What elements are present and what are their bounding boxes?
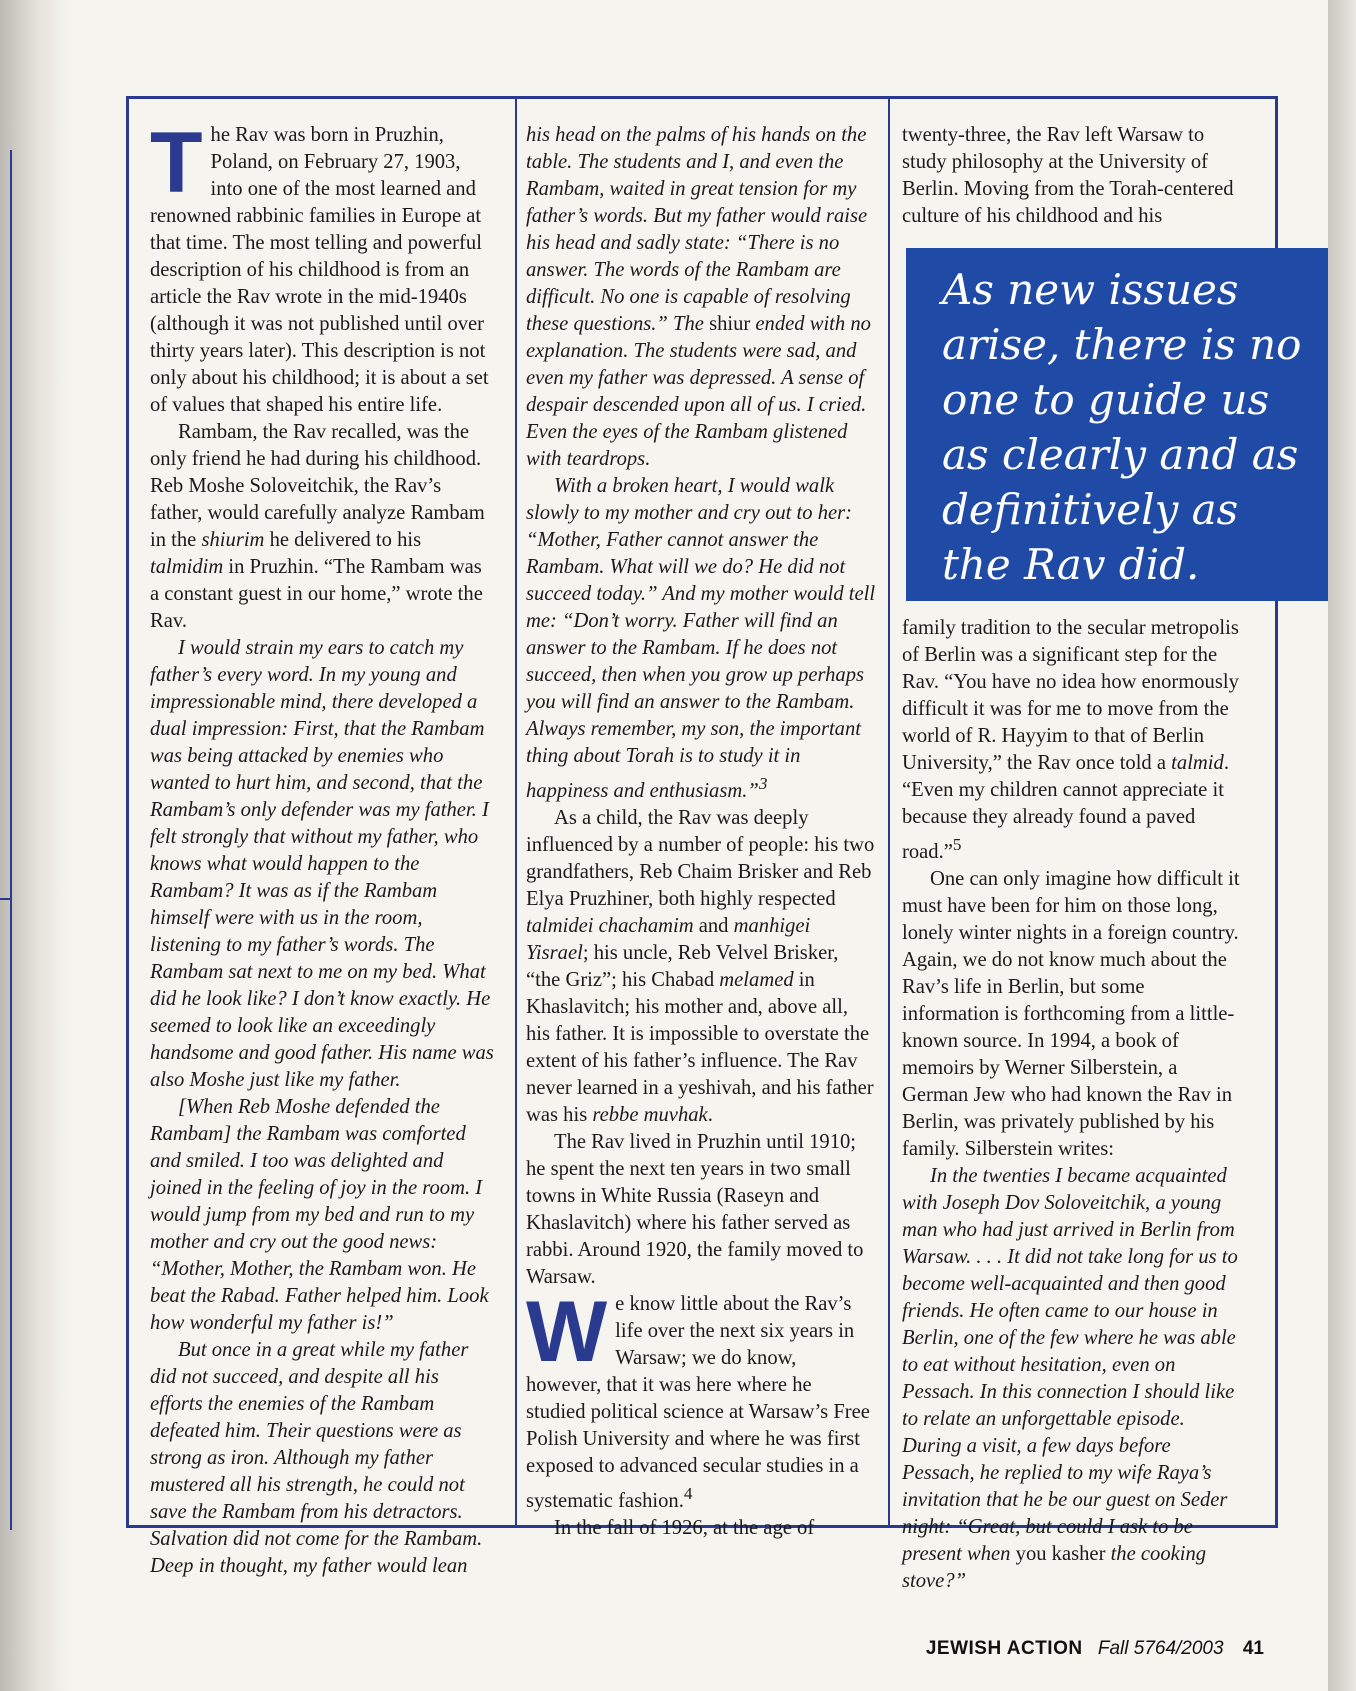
body-paragraph: twenty-three, the Rav left Warsaw to study philosophy at the University of Berlin. Moving from the Torah-centered culture of his childhood and his: [902, 124, 1234, 227]
previous-page-frame: [0, 150, 12, 1530]
drop-cap: T: [150, 115, 203, 211]
magazine-name: JEWISH ACTION: [925, 1638, 1083, 1659]
page-edge: [1328, 0, 1356, 1691]
body-paragraph: In the fall of 1926, at the age of: [554, 1516, 815, 1539]
column-right-top: [902, 122, 1242, 230]
footnote-ref: 3: [758, 774, 768, 793]
column-left: [150, 115, 496, 1580]
body-paragraph: One can only imagine how difficult it must have been for him on those long, lonely winter nights in a foreign country. Again, we do not know much about the Rav’s life in Berlin, but some information is forthcoming from a little-known source. In 1994, a book of memoirs by Werner Silberstein, a German Jew who had known the Rav in Berlin, was privately published by his family. Silberstein writes:: [902, 867, 1240, 1160]
quote-paragraph: his head on the palms of his hands on the table. The students and I, and even the Rambam, waited in great tension for my father’s words. But my father would raise his head and sadly state: “There is no answer. The words of the Rambam are difficult. No one is capable of resolving these questions.” The shiur ended with no explanation. The students were sad, and even my father was depressed. A sense of despair descended upon all of us. I cried. Even the eyes of the Rambam glistened with teardrops.: [526, 124, 871, 470]
drop-cap: W: [526, 1283, 608, 1380]
column-right-bottom: [902, 615, 1242, 1595]
issue-label: Fall 5764/2003: [1097, 1638, 1224, 1659]
quote-paragraph: In the twenties I became acquainted with Joseph Dov Soloveitchik, a young man who had just arrived in Berlin from Warsaw. . . . It did not take long for us to become well-acquainted and then good friends. He often came to our house in Berlin, one of the few where he was able to eat without hesitation, even on Pessach. In this connection I should like to relate an unforgettable episode. During a visit, a few days before Pessach, he replied to my wife Raya’s invitation that he be our guest on Seder night: “Great, but could I ask to be present when you kasher the cooking stove?”: [902, 1164, 1238, 1592]
body-paragraph: As a child, the Rav was deeply influenced by a number of people: his two grandfathers, Reb Chaim Brisker and Reb Elya Pruzhiner, both highly respected talmidei chachamim and manhigei Yisrael; his uncle, Reb Velvel Brisker, “the Griz”; his Chabad melamed in Khaslavitch; his mother and, above all, his father. It is impossible to overstate the extent of his father’s influence. The Rav never learned in a yeshivah, and his father was his rebbe muvhak.: [526, 806, 875, 1126]
column-rule-left: [515, 96, 517, 1528]
column-rule-right: [888, 96, 890, 1528]
pull-quote: As new issues arise, there is no one to guide us as clearly and as definitively as the Rav did.: [906, 248, 1328, 601]
quote-paragraph: [When Reb Moshe defended the Rambam] the Rambam was comforted and smiled. I too was delighted and joined in the feeling of joy in the room. I would jump from my bed and run to my mother and cry out the good news: “Mother, Mother, the Rambam won. He beat the Rabad. Father helped him. Look how wonderful my father is!”: [150, 1096, 489, 1334]
opening-paragraph: The Rav was born in Pruzhin, Poland, on February 27, 1903, into one of the most learned and renowned rabbinic families in Europe at that time. The most telling and powerful description of his childhood is from an article the Rav wrote in the mid-1940s (although it was not published until over thirty years later). This description is not only about his childhood; it is about a set of values that shaped his entire life.: [150, 115, 489, 416]
footnote-ref: 5: [952, 835, 962, 854]
body-paragraph: The Rav lived in Pruzhin until 1910; he spent the next ten years in two small towns in White Russia (Raseyn and Khaslavitch) where his father served as rabbi. Around 1920, the family moved to Warsaw.: [526, 1130, 864, 1288]
quote-paragraph: But once in a great while my father did not succeed, and despite all his efforts the enemies of the Rambam defeated him. Their questions were as strong as iron. Although my father mustered all his strength, he could not save the Rambam from his detractors. Salvation did not come for the Rambam. Deep in thought, my father would lean: [150, 1339, 483, 1577]
quote-paragraph: With a broken heart, I would walk slowly to my mother and cry out to her: “Mother, Father cannot answer the Rambam. What will we do? He did not succeed today.” And my mother would tell me: “Don’t worry. Father will find an answer to the Rambam. If he does not succeed, then when you grow up perhaps you will find an answer to the Rambam. Always remember, my son, the important thing about Torah is to study it in happiness and enthusiasm.”$^3$: [526, 475, 876, 802]
footnote-ref: 4: [683, 1483, 693, 1503]
page-footer: [926, 1638, 1264, 1660]
column-middle: [526, 122, 876, 1542]
body-paragraph: Rambam, the Rav recalled, was the only friend he had during his childhood. Reb Moshe Soloveitchik, the Rav’s father, would carefully analyze Rambam in the shiurim he delivered to his talmidim in Pruzhin. “The Rambam was a constant guest in our home,” wrote the Rav.: [150, 421, 485, 632]
page-number: 41: [1242, 1638, 1264, 1659]
section-paragraph: We know little about the Rav’s life over the next six years in Warsaw; we do know, however, that it was here where he studied political science at Warsaw’s Free Polish University and where he was first exposed to advanced secular studies in a systematic fashion.$^4$: [526, 1283, 870, 1512]
body-paragraph: family tradition to the secular metropolis of Berlin was a significant step for the Rav. “You have no idea how enormously difficult it was for me to move from the world of R. Hayyim to that of Berlin University,” the Rav once told a talmid. “Even my children cannot appreciate it because they already found a paved road.”$^5$: [902, 617, 1239, 863]
quote-paragraph: I would strain my ears to catch my father’s every word. In my young and impressionable mind, there developed a dual impression: First, that the Rambam was being attacked by enemies who wanted to hurt him, and second, that the Rambam’s only defender was my father. I felt strongly that without my father, who knows what would happen to the Rambam? It was as if the Rambam himself were with us in the room, listening to my father’s words. The Rambam sat next to me on my bed. What did he look like? I don’t know exactly. He seemed to look like an exceedingly handsome and good father. His name was also Moshe just like my father.: [150, 637, 494, 1091]
